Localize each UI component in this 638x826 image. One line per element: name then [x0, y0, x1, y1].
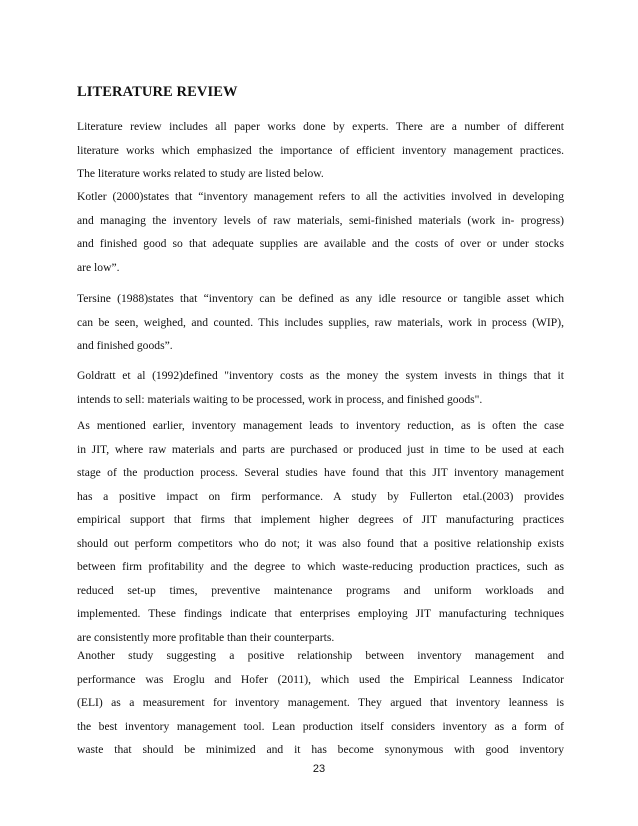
paragraph-line: The literature works related to study are listed below.	[77, 167, 324, 180]
paragraph-kotler	[77, 185, 564, 279]
paragraph-line: and finished goods”.	[77, 339, 173, 352]
paragraph-line: between firm profitability and the degree to which waste-reducing production practices, such as	[77, 560, 564, 573]
paragraph-line: Another study suggesting a positive relationship between inventory management and	[77, 649, 564, 662]
paragraph-line: Kotler (2000)states that “inventory management refers to all the activities involved in developing	[77, 190, 564, 203]
paragraph-line: (ELI) as a measurement for inventory management. They argued that inventory leanness is	[77, 696, 564, 709]
paragraph-eroglu	[77, 644, 564, 762]
paragraph-line: implemented. These findings indicate that enterprises employing JIT manufacturing techniques	[77, 607, 564, 620]
paragraph-line: literature works which emphasized the importance of efficient inventory management practices.	[77, 143, 564, 157]
paragraph-goldratt	[77, 364, 564, 411]
paragraph-line: and finished good so that adequate supplies are available and the costs of over or under stocks	[77, 237, 564, 250]
paragraph-line: Goldratt et al (1992)defined "inventory costs as the money the system invests in things that it	[77, 369, 564, 382]
paragraph-line: has a positive impact on firm performance. A study by Fullerton etal.(2003) provides	[77, 489, 564, 503]
page-number: 23	[312, 763, 326, 775]
paragraph-tersine	[77, 287, 564, 358]
paragraph-line: intends to sell: materials waiting to be processed, work in process, and finished goods".	[77, 392, 483, 406]
paragraph-intro	[77, 115, 564, 186]
paragraph-line: Tersine (1988)states that “inventory can be defined as any idle resource or tangible asset which	[77, 292, 564, 305]
paragraph-line: waste that should be minimized and it has become synonymous with good inventory	[77, 743, 564, 756]
paragraph-line: As mentioned earlier, inventory management leads to inventory reduction, as is often the case	[77, 419, 564, 432]
paragraph-line: should out perform competitors who do not; it was also found that a positive relationship exists	[77, 536, 564, 550]
paragraph-line: the best inventory management tool. Lean production itself considers inventory as a form of	[77, 719, 564, 733]
paragraph-jit	[77, 414, 564, 649]
paragraph-line: empirical support that firms that implement higher degrees of JIT manufacturing practices	[77, 513, 564, 526]
paragraph-line: performance was Eroglu and Hofer (2011), which used the Empirical Leanness Indicator	[77, 672, 564, 686]
paragraph-line: and managing the inventory levels of raw materials, semi-finished materials (work in- progress)	[77, 213, 564, 227]
paragraph-line: Literature review includes all paper works done by experts. There are a number of different	[77, 120, 564, 133]
paragraph-line: are low”.	[77, 260, 120, 274]
paragraph-line: stage of the production process. Several studies have found that this JIT inventory management	[77, 466, 564, 479]
paragraph-line: reduced set-up times, preventive maintenance programs and uniform workloads and	[77, 583, 564, 597]
section-heading: LITERATURE REVIEW	[77, 84, 238, 100]
paragraph-line: can be seen, weighed, and counted. This includes supplies, raw materials, work in process (WIP),	[77, 315, 564, 329]
paragraph-line: are consistently more profitable than their counterparts.	[77, 630, 335, 644]
paragraph-line: in JIT, where raw materials and parts are purchased or produced just in time to be used at each	[77, 442, 564, 456]
